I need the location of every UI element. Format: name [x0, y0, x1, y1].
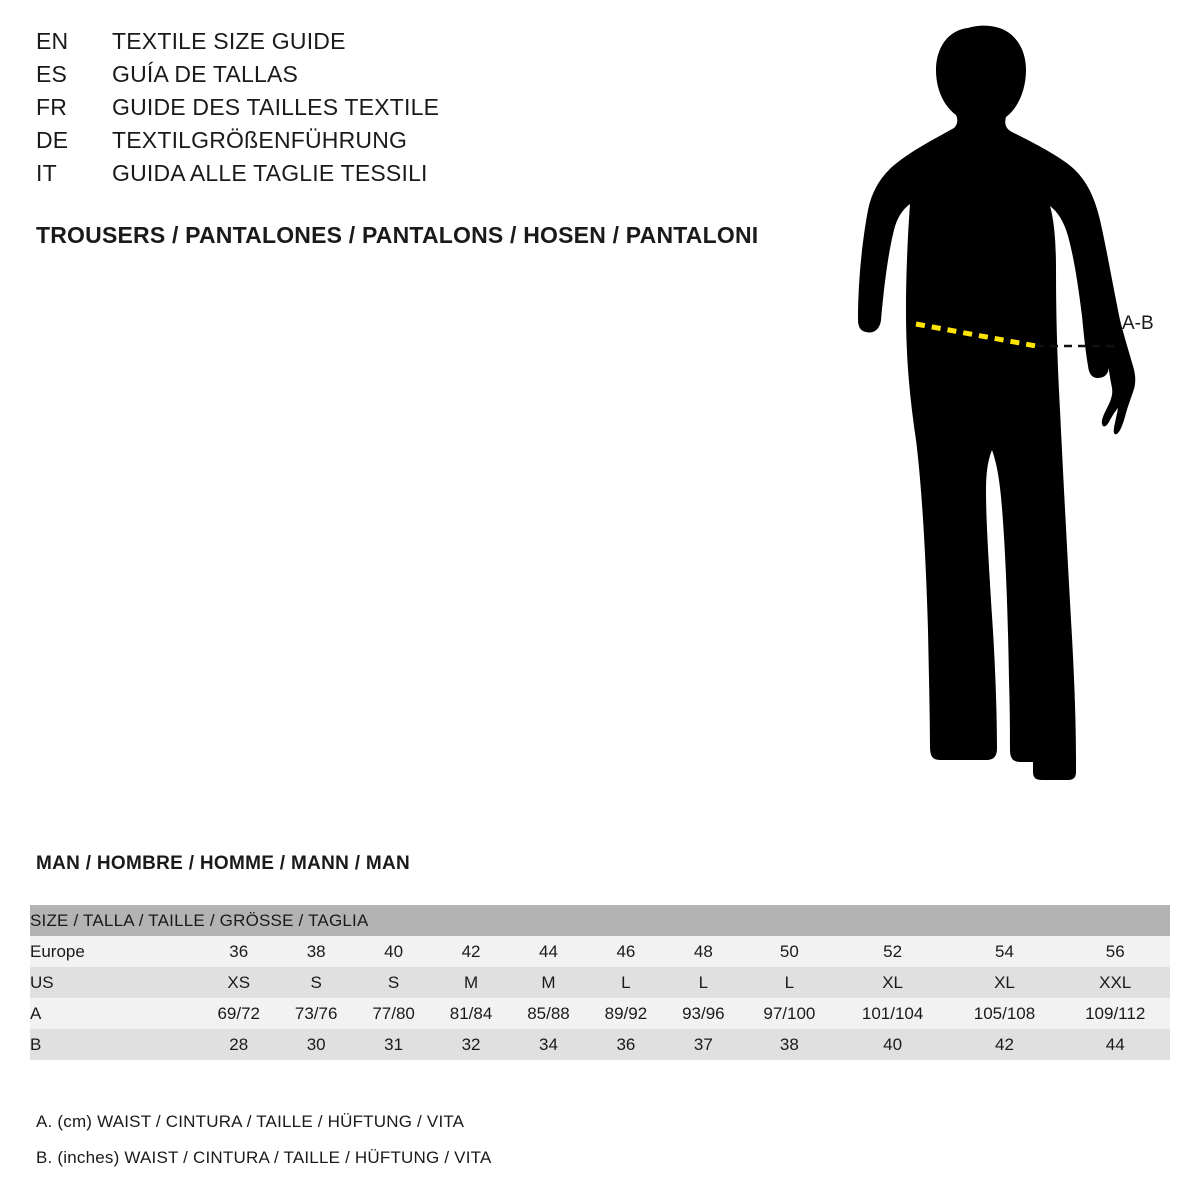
cell-value: L: [621, 972, 631, 992]
garment-type-heading: TROUSERS / PANTALONES / PANTALONS / HOSEN / PANTALONI: [36, 222, 759, 248]
cell-value: 85/88: [527, 1003, 570, 1023]
cell-value: 34: [539, 1034, 558, 1054]
cell-value: M: [541, 972, 556, 992]
cell-value: 37: [693, 1034, 713, 1054]
cell-value: XXL: [1099, 972, 1132, 992]
language-row: [36, 94, 796, 127]
row-label: B: [30, 1034, 42, 1054]
cell-value: S: [387, 972, 400, 992]
cell-value: 42: [995, 1034, 1014, 1054]
measure-label-ab: A-B: [1122, 313, 1154, 334]
cell-value: 40: [883, 1034, 903, 1054]
cell-value: 40: [384, 941, 404, 961]
table-header-row: [30, 905, 1170, 936]
language-title: GUIDE DES TAILLES TEXTILE: [112, 94, 440, 120]
cell-value: 93/96: [682, 1003, 725, 1023]
language-code: ES: [36, 61, 68, 87]
cell-value: 44: [1105, 1034, 1125, 1054]
cell-value: M: [463, 972, 479, 992]
table-section-title: MAN / HOMBRE / HOMME / MANN / MAN: [36, 853, 411, 874]
language-title: GUÍA DE TALLAS: [112, 61, 299, 87]
size-table: [30, 905, 1170, 1060]
language-title: GUIDA ALLE TAGLIE TESSILI: [112, 160, 428, 186]
cell-value: 31: [384, 1034, 404, 1054]
cell-value: 28: [229, 1034, 249, 1054]
table-row: [30, 967, 1170, 998]
footnote-b: B. (inches) WAIST / CINTURA / TAILLE / HÜFTUNG / VITA: [36, 1148, 492, 1167]
language-code: DE: [36, 127, 69, 153]
cell-value: 44: [539, 941, 558, 961]
cell-value: 77/80: [372, 1003, 415, 1023]
cell-value: 89/92: [604, 1003, 648, 1023]
row-label: Europe: [30, 941, 85, 961]
cell-value: 109/112: [1085, 1003, 1146, 1023]
cell-value: XL: [994, 972, 1015, 992]
cell-value: 30: [306, 1034, 326, 1054]
cell-value: 38: [779, 1034, 799, 1054]
table-row: [30, 998, 1170, 1029]
cell-value: 73/76: [294, 1003, 338, 1023]
cell-value: 32: [461, 1034, 481, 1054]
language-code: EN: [36, 28, 69, 54]
cell-value: 69/72: [217, 1003, 260, 1023]
cell-value: 36: [616, 1034, 636, 1054]
cell-value: 97/100: [763, 1003, 816, 1023]
language-row: [36, 28, 796, 61]
cell-value: 54: [995, 941, 1014, 961]
table-row: [30, 1029, 1170, 1060]
cell-value: L: [698, 972, 709, 992]
table-header-label: SIZE / TALLA / TAILLE / GRÖSSE / TAGLIA: [30, 910, 369, 930]
row-label: A: [30, 1003, 42, 1023]
footnote-a: A. (cm) WAIST / CINTURA / TAILLE / HÜFTUNG / VITA: [36, 1112, 465, 1131]
cell-value: 46: [616, 941, 636, 961]
cell-value: 42: [461, 941, 481, 961]
language-row: [36, 160, 796, 193]
cell-value: 48: [693, 941, 713, 961]
cell-value: L: [784, 972, 795, 992]
cell-value: 52: [883, 941, 903, 961]
language-row: [36, 127, 796, 160]
row-label: US: [30, 972, 54, 992]
male-silhouette-figure: [820, 20, 1180, 810]
language-title: TEXTILE SIZE GUIDE: [112, 28, 346, 54]
cell-value: XS: [227, 972, 251, 992]
table-row: [30, 936, 1170, 967]
language-row: [36, 61, 796, 94]
cell-value: 101/104: [861, 1003, 924, 1023]
cell-value: S: [310, 972, 322, 992]
silhouette-shape: [858, 26, 1135, 780]
cell-value: 56: [1105, 941, 1125, 961]
language-code: FR: [36, 94, 68, 120]
cell-value: 50: [779, 941, 799, 961]
language-title: TEXTILGRÖßENFÜHRUNG: [112, 127, 408, 153]
cell-value: 38: [306, 941, 326, 961]
language-title-list: [36, 28, 796, 193]
cell-value: 105/108: [973, 1003, 1036, 1023]
language-code: IT: [36, 160, 57, 186]
cell-value: 81/84: [449, 1003, 493, 1023]
cell-value: 36: [229, 941, 249, 961]
cell-value: XL: [882, 972, 904, 992]
